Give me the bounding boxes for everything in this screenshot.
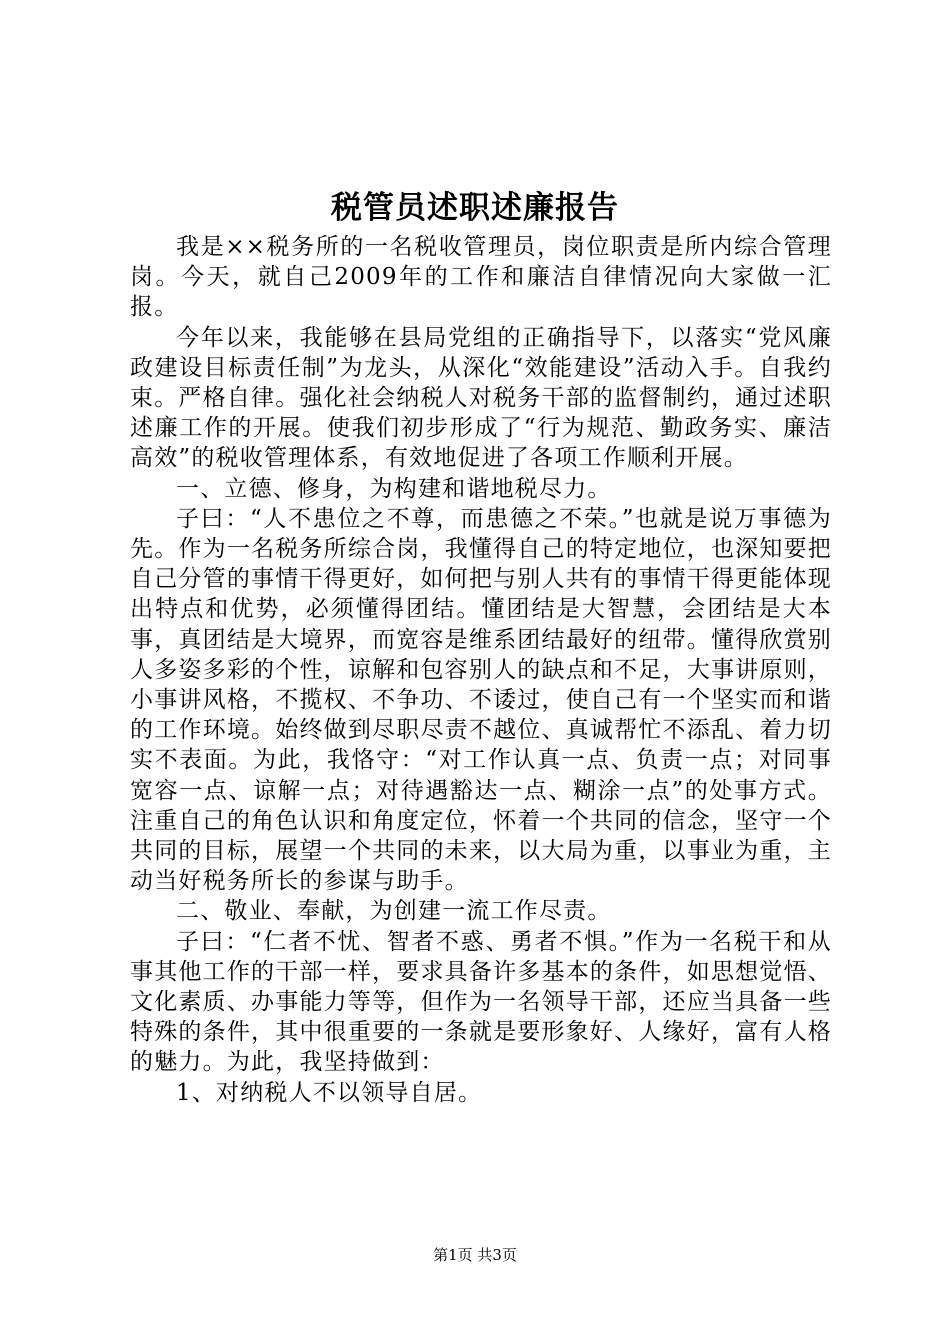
paragraph: 我是××税务所的一名税收管理员，岗位职责是所内综合管理岗。今天，就自己2009年的工作和廉洁自律情况向大家做一汇报。: [130, 234, 832, 321]
list-item: 1、对纳税人不以领导自居。: [176, 1079, 483, 1106]
section-heading: 一、立德、修身，为构建和谐地税尽力。: [176, 475, 612, 502]
document-body: [130, 232, 832, 1108]
document-title: 税管员述职述廉报告: [331, 190, 619, 226]
paragraph: 子曰：“仁者不忧、智者不惑、勇者不惧。”作为一名税干和从事其他工作的干部一样，要求具备许多基本的条件，如思想觉悟、文化素质、办事能力等等，但作为一名领导干部，还应当具备一些特殊的条件，其中很重要的一条就是要形象好、人缘好，富有人格的魅力。为此，我坚持做到：: [130, 928, 832, 1076]
page-number-footer: 第1页 共3页: [433, 1246, 517, 1264]
section-heading: 二、敬业、奉献，为创建一流工作尽责。: [176, 898, 612, 925]
paragraph: 今年以来，我能够在县局党组的正确指导下，以落实“党风廉政建设目标责任制”为龙头，从深化“效能建设”活动入手。自我约束。严格自律。强化社会纳税人对税务干部的监督制约，通过述职述廉工作的开展。使我们初步形成了“行为规范、勤政务实、廉洁高效”的税收管理体系，有效地促进了各项工作顺利开展。: [130, 324, 832, 472]
paragraph: 子曰：“人不患位之不尊，而患德之不荣。”也就是说万事德为先。作为一名税务所综合岗，我懂得自己的特定地位，也深知要把自己分管的事情干得更好，如何把与别人共有的事情干得更能体现出特点和优势，必须懂得团结。懂团结是大智慧，会团结是大本事，真团结是大境界，而宽容是维系团结最好的纽带。懂得欣赏别人多姿多彩的个性，谅解和包容别人的缺点和不足，大事讲原则，小事讲风格，不揽权、不争功、不诿过，使自己有一个坚实而和谐的工作环境。始终做到尽职尽责不越位、真诚帮忙不添乱、着力切实不表面。为此，我恪守：“对工作认真一点、负责一点；对同事宽容一点、谅解一点；对待遇豁达一点、糊涂一点”的处事方式。注重自己的角色认识和角度定位，怀着一个共同的信念，坚守一个共同的目标，展望一个共同的未来，以大局为重，以事业为重，主动当好税务所长的参谋与助手。: [130, 505, 832, 895]
